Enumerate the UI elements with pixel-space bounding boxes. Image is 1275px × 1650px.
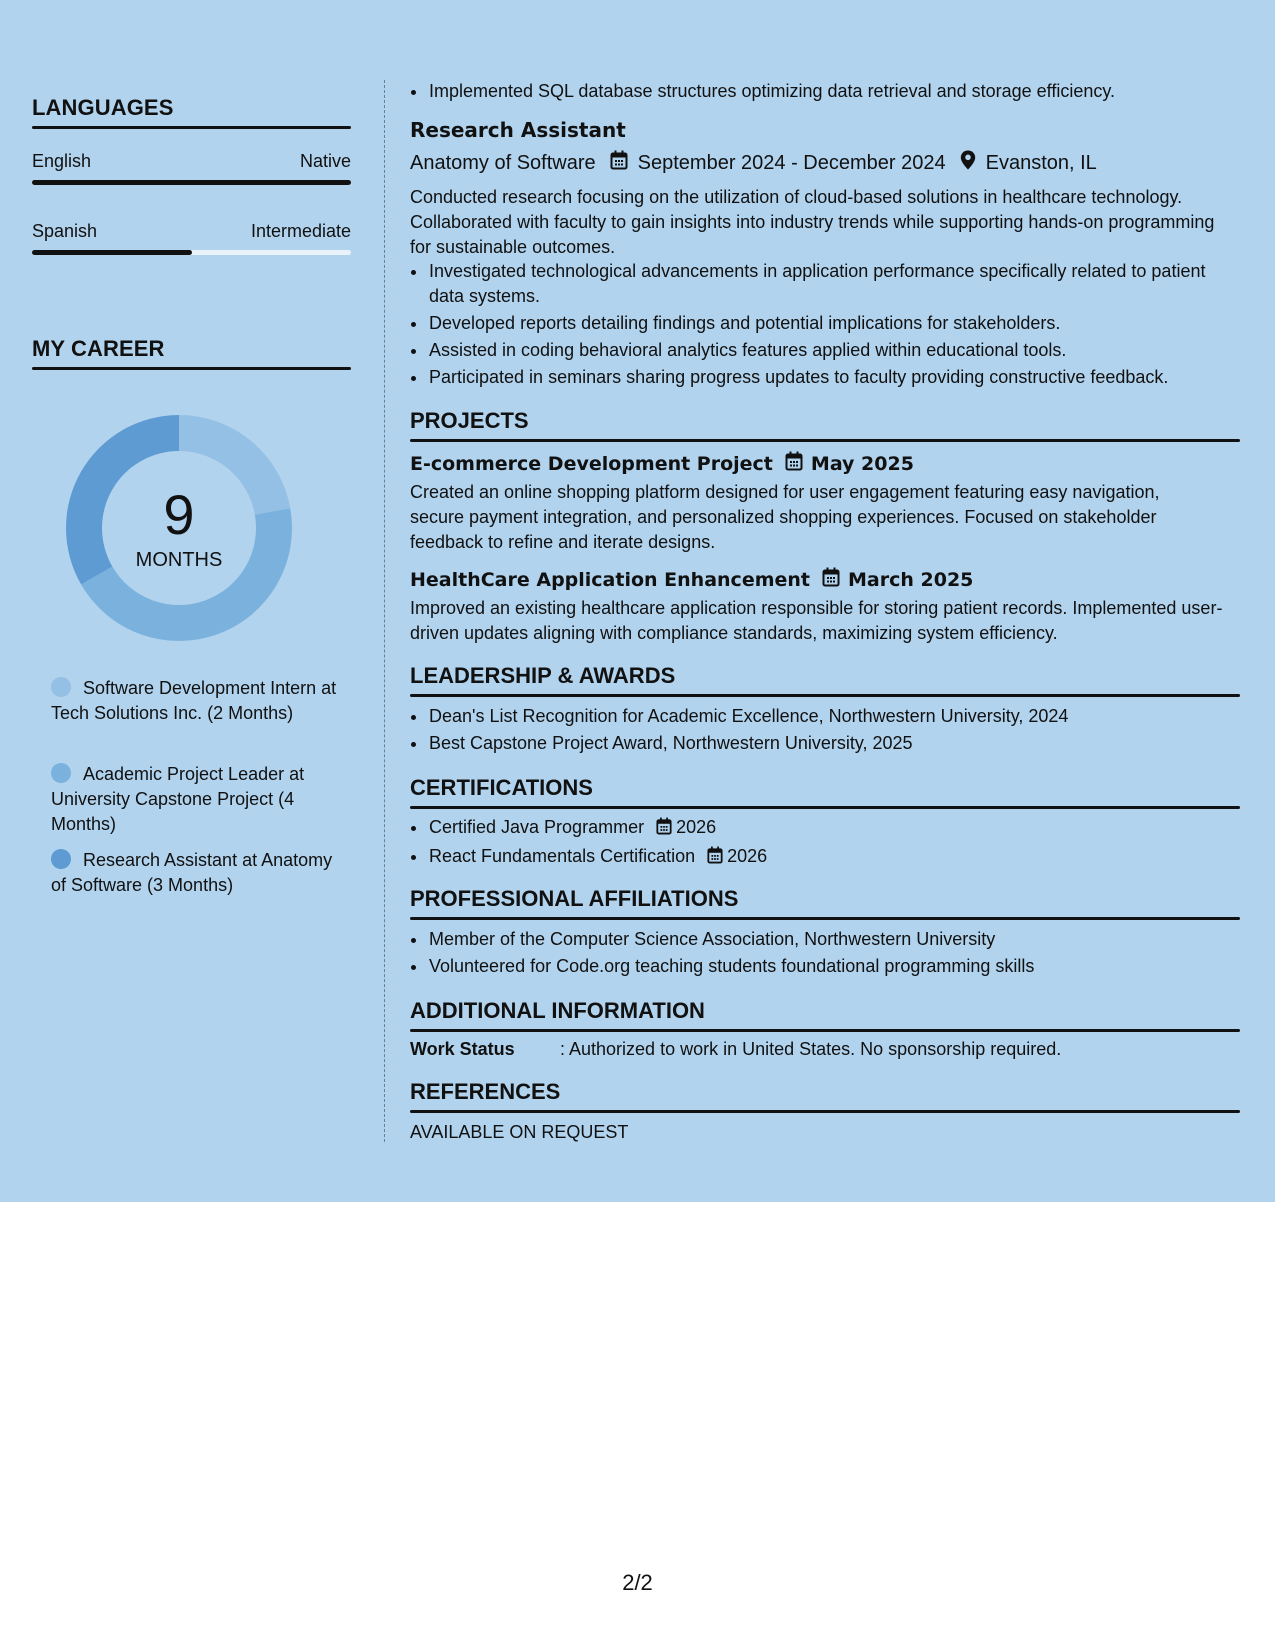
job-meta [410,150,1097,176]
affiliations-list [410,927,1034,981]
legend-dot [51,763,71,783]
experience-prev-bullets [410,79,1115,106]
language-name: Spanish [32,221,98,241]
language-level: Native [299,151,351,171]
page-number: 2/2 [622,1570,653,1595]
languages-rule [32,126,351,129]
career-total-unit: MONTHS [135,549,223,571]
list-item: • Developed reports detailing findings and potential implications for stakeholders. [428,311,1240,336]
affiliations-title: PROFESSIONAL AFFILIATIONS [410,886,739,911]
additional-title: ADDITIONAL INFORMATION [410,998,705,1023]
calendar-icon [610,150,628,176]
career-title: MY CAREER [32,336,165,361]
career-legend-item [51,762,341,837]
language-level: Intermediate [250,221,351,241]
career-rule [32,367,351,370]
job-title: Research Assistant [410,118,626,142]
language-item-spanish [32,221,351,255]
legend-label: Research Assistant at Anatomy of Software (3 Months) [51,850,333,895]
additional-rule [410,1029,1240,1032]
career-legend-item [51,848,341,898]
leadership-list [410,704,1068,758]
certification-year: 2026 [676,817,717,837]
calendar-icon [656,817,672,842]
certifications-rule [410,806,1240,809]
career-total-number: 9 [163,483,195,546]
project-name: E-commerce Development Project [410,452,773,475]
job-bullets [410,259,1240,392]
legend-label: Academic Project Leader at University Capstone Project (4 Months) [51,764,305,834]
work-status-value: : Authorized to work in United States. No sponsorship required. [560,1039,1062,1059]
list-item: • Member of the Computer Science Association, Northwestern University [428,927,1034,952]
language-bar-fill [32,180,351,185]
location-pin-icon [960,150,976,176]
language-bar [32,250,351,255]
certification-name: React Fundamentals Certification [429,846,696,866]
legend-dot [51,849,71,869]
list-item: • Volunteered for Code.org teaching students foundational programming skills [428,954,1034,979]
references-rule [410,1110,1240,1113]
job-description: Conducted research focusing on the utilization of cloud-based solutions in healthcare technology. Collaborated with faculty to gain insights into industry trends while supporting hands-on programming for sustainable outcomes. [410,187,1215,257]
list-item: • Investigated technological advancements in application performance specifically related to patient data systems. [428,259,1240,309]
list-item: • Assisted in coding behavioral analytics features applied within educational tools. [428,338,1240,363]
project-heading [410,567,973,592]
references-text: AVAILABLE ON REQUEST [410,1122,629,1142]
list-item: • Implemented SQL database structures optimizing data retrieval and storage efficiency. [428,79,1115,104]
references-title: REFERENCES [410,1079,561,1104]
list-item: • Dean's List Recognition for Academic Excellence, Northwestern University, 2024 [428,704,1068,729]
project-name: HealthCare Application Enhancement [410,568,810,591]
affiliations-rule [410,917,1240,920]
job-dates: September 2024 - December 2024 [637,151,946,174]
language-item-english [32,151,351,185]
column-divider [384,80,385,1142]
project-date: March 2025 [848,568,974,591]
calendar-icon [785,451,803,476]
language-bar [32,180,351,185]
language-name: English [32,151,92,171]
leadership-title: LEADERSHIP & AWARDS [410,663,676,688]
list-item: • Participated in seminars sharing progress updates to faculty providing constructive feedback. [428,365,1240,390]
project-description: Created an online shopping platform designed for user engagement featuring easy navigation, secure payment integration, and personalized shopping experiences. Focused on stakeholder feedback to refine and iterate designs. [410,482,1160,552]
calendar-icon [707,846,723,871]
calendar-icon [822,567,840,592]
career-donut-chart [66,415,292,641]
career-legend-item [51,676,341,726]
list-item [428,815,767,842]
list-item: • Best Capstone Project Award, Northwestern University, 2025 [428,731,1068,756]
project-description: Improved an existing healthcare application responsible for storing patient records. Implemented user-driven updates aligning with compliance standards, maximizing system efficiency. [410,598,1223,643]
leadership-rule [410,694,1240,697]
certifications-title: CERTIFICATIONS [410,775,593,800]
projects-rule [410,439,1240,442]
job-company: Anatomy of Software [410,151,596,174]
work-status-label: Work Status [410,1039,515,1059]
certifications-list [410,815,767,873]
job-location: Evanston, IL [985,151,1097,174]
legend-dot [51,677,71,697]
legend-label: Software Development Intern at Tech Solutions Inc. (2 Months) [51,678,337,723]
languages-title: LANGUAGES [32,95,174,120]
language-bar-fill [32,250,192,255]
certification-name: Certified Java Programmer [429,817,645,837]
certification-year: 2026 [727,846,768,866]
list-item [428,844,767,871]
work-status-row [410,1037,1061,1062]
project-date: May 2025 [810,452,914,475]
projects-title: PROJECTS [410,408,529,433]
project-heading [410,451,914,476]
